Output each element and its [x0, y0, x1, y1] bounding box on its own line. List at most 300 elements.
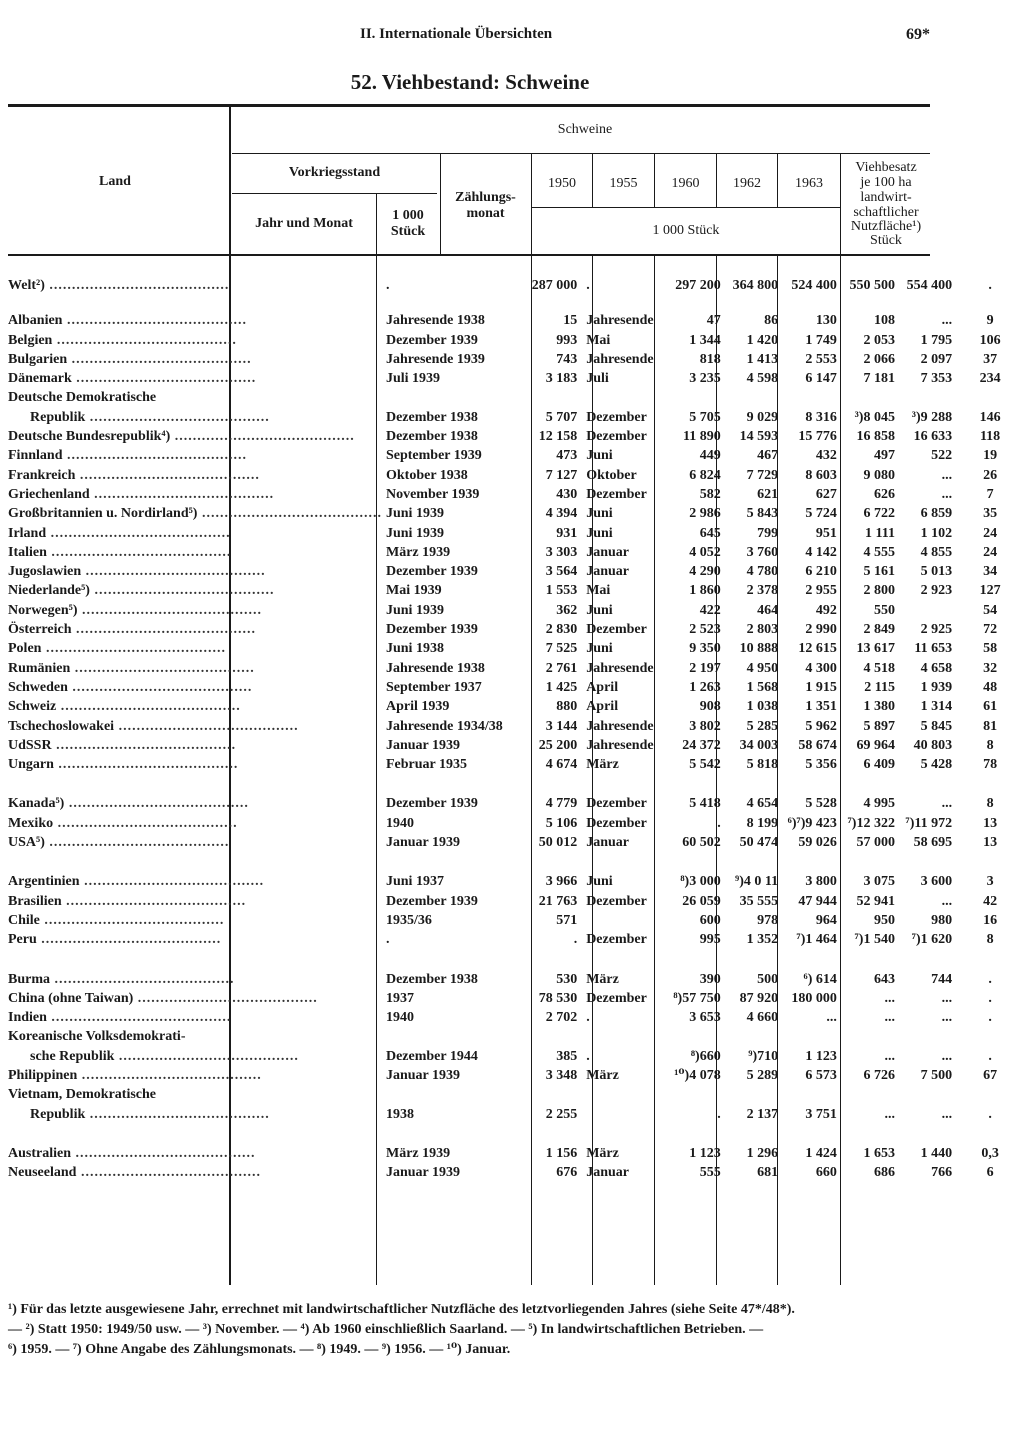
cell-1963: 5 845 — [920, 718, 953, 734]
header-stueck-label: Stück — [390, 224, 426, 239]
cell-land — [8, 989, 382, 1008]
cell-vorkrieg-stueck: 78 530 — [538, 990, 578, 1006]
cell-1963: 3 600 — [920, 874, 953, 890]
table-body — [8, 276, 1024, 1182]
land-label: Dänemark — [8, 371, 72, 387]
cell-viehbesatz: . — [988, 971, 992, 987]
leader-dots: ........................................ — [64, 796, 249, 812]
cell-vorkrieg-stueck: 362 — [556, 602, 578, 618]
table-row — [8, 911, 1024, 930]
cell-viehbesatz: 81 — [983, 718, 998, 734]
cell-land — [8, 524, 382, 543]
cell-zaehlungsmonat: Jahresende — [586, 737, 654, 753]
table-title: 52. Viehbestand: Schweine — [350, 70, 590, 94]
cell-1963: 7 353 — [920, 371, 953, 387]
cell-1962: 2 053 — [863, 332, 895, 348]
land-label: Rumänien — [8, 660, 71, 676]
table-row — [8, 717, 1024, 736]
land-label: Brasilien — [8, 893, 62, 909]
cell-1962: 9 080 — [863, 467, 895, 483]
cell-1955: 5 843 — [746, 506, 779, 522]
spacer-cell — [8, 295, 1024, 311]
leader-dots: ........................................ — [67, 679, 253, 695]
land-label: Chile — [8, 912, 40, 928]
cell-jahr: 1937 — [385, 990, 414, 1006]
cell-1962: 5 161 — [863, 564, 895, 580]
table-row — [8, 369, 1024, 388]
cell-1955: 1 352 — [746, 932, 779, 948]
cell-1960: 15 776 — [798, 429, 837, 445]
spacer-row — [8, 950, 1024, 970]
header-year-1955: 1955 — [609, 176, 638, 191]
cell-1960: 5 962 — [805, 718, 837, 734]
cell-1960: 1 424 — [805, 1145, 837, 1161]
land-label: Albanien — [8, 313, 63, 329]
cell-zaehlungsmonat: . — [586, 1048, 590, 1064]
cell-1950: 582 — [699, 486, 721, 502]
cell-1950: 1 344 — [689, 332, 721, 348]
cell-1950: 5 418 — [689, 796, 721, 812]
spacer-row — [8, 852, 1024, 872]
cell-1960: 951 — [815, 525, 837, 541]
cell-1962: 7 181 — [863, 371, 895, 387]
spacer-row — [8, 1124, 1024, 1144]
cell-1960: 6 573 — [805, 1067, 837, 1083]
table-row — [8, 892, 1024, 911]
land-label: sche Republik — [30, 1048, 115, 1064]
cell-land — [8, 697, 382, 716]
cell-1960 — [782, 1085, 841, 1104]
cell-land — [8, 1085, 382, 1104]
land-label: Indien — [8, 1010, 47, 1026]
cell-viehbesatz: 0,3 — [981, 1145, 999, 1161]
header-year-1963: 1963 — [795, 176, 823, 191]
cell-1955: 9 029 — [746, 409, 779, 425]
cell-1955: 4 654 — [746, 796, 779, 812]
cell-vorkrieg-stueck: 7 127 — [545, 467, 578, 483]
cell-jahr: Jahresende 1938 — [385, 313, 485, 329]
leader-dots: ........................................ — [51, 737, 237, 753]
cell-1962: 1 380 — [863, 699, 895, 715]
cell-1955: 681 — [757, 1165, 779, 1181]
cell-viehbesatz: 6 — [986, 1165, 994, 1181]
cell-jahr: April 1939 — [385, 699, 450, 715]
page-number: 69* — [906, 26, 930, 43]
cell-jahr: November 1939 — [385, 486, 480, 502]
leader-dots: ........................................ — [46, 525, 231, 541]
cell-jahr: 1940 — [385, 1010, 414, 1026]
leader-dots: ........................................ — [62, 313, 247, 329]
cell-1960: 432 — [815, 448, 837, 464]
cell-jahr: Juni 1939 — [385, 506, 444, 522]
cell-1950: ⁸)57 750 — [673, 990, 721, 1006]
cell-jahr: Juni 1938 — [385, 641, 444, 657]
cell-land — [8, 504, 382, 523]
leader-dots: ........................................ — [53, 757, 239, 773]
cell-land — [8, 639, 382, 658]
cell-1950: 4 290 — [689, 564, 721, 580]
land-label: UdSSR — [8, 737, 52, 753]
cell-1950: 908 — [699, 699, 721, 715]
cell-viehbesatz: 72 — [983, 622, 998, 638]
cell-1963: ⁷)1 620 — [911, 932, 953, 948]
land-label: Burma — [8, 971, 50, 987]
cell-1962: 1 653 — [863, 1145, 895, 1161]
cell-1963: 2 925 — [920, 622, 953, 638]
cell-1962: 16 858 — [856, 429, 895, 445]
cell-1960: 5 724 — [805, 506, 837, 522]
cell-land — [8, 892, 382, 911]
cell-1963: ... — [941, 486, 953, 502]
cell-vorkrieg-stueck: 571 — [556, 912, 578, 928]
cell-1960: 2 955 — [805, 583, 837, 599]
vorkrieg-underline — [232, 193, 437, 194]
cell-land — [8, 446, 382, 465]
cell-1962: ⁷)1 540 — [854, 932, 895, 948]
leader-dots: ........................................ — [85, 1106, 270, 1122]
leader-dots: ........................................ — [114, 1048, 299, 1064]
cell-1955: 8 199 — [746, 815, 779, 831]
cell-jahr: Juni 1939 — [385, 525, 444, 541]
cell-land — [8, 755, 382, 774]
cell-1955: 87 920 — [739, 990, 779, 1006]
cell-1955 — [725, 388, 782, 407]
cell-1950: 60 502 — [682, 835, 721, 851]
cell-jahr: 1940 — [385, 815, 414, 831]
cell-zaehlungsmonat: Mai — [586, 583, 611, 599]
table-row — [8, 736, 1024, 755]
header-land: Land — [99, 174, 131, 189]
cell-1955: 621 — [757, 486, 779, 502]
cell-jahr: Januar 1939 — [385, 835, 461, 851]
cell-viehbesatz: 19 — [983, 448, 998, 464]
cell-1950 — [667, 388, 725, 407]
cell-vorkrieg-stueck: 931 — [556, 525, 578, 541]
cell-jahr: 1938 — [385, 1106, 414, 1122]
cell-1963: 1 314 — [920, 699, 953, 715]
land-label: Philippinen — [8, 1067, 78, 1083]
cell-viehbesatz: 146 — [979, 409, 1001, 425]
cell-land — [8, 970, 382, 989]
table-row — [8, 659, 1024, 678]
spacer-cell — [8, 950, 1024, 970]
cell-1950: 9 350 — [689, 641, 721, 657]
cell-1962: 108 — [873, 313, 895, 329]
header-viehbesatz-1: Viehbesatz — [855, 160, 917, 175]
cell-1950: 3 653 — [689, 1010, 721, 1026]
cell-jahr: Jahresende 1939 — [385, 351, 485, 367]
cell-vorkrieg-stueck: 3 966 — [545, 874, 578, 890]
cell-1963: ... — [941, 893, 953, 909]
cell-1950: 47 — [706, 313, 721, 329]
table-row — [8, 311, 1024, 330]
cell-1960: 1 123 — [805, 1048, 837, 1064]
table-row — [8, 1144, 1024, 1163]
leader-dots: ........................................ — [85, 409, 270, 425]
cell-zaehlungsmonat: Dezember — [586, 990, 647, 1006]
cell-1962: 69 964 — [856, 737, 895, 753]
cell-zaehlungsmonat: Dezember — [586, 486, 647, 502]
cell-1955: 1 413 — [746, 351, 779, 367]
table-row — [8, 562, 1024, 581]
cell-viehbesatz: 37 — [983, 351, 998, 367]
land-label: Schweden — [8, 679, 68, 695]
cell-1960: 59 026 — [798, 835, 837, 851]
leader-dots: ........................................ — [75, 467, 260, 483]
cell-1960: ... — [826, 1010, 837, 1026]
cell-viehbesatz: . — [988, 1106, 992, 1122]
header-zaehlungsmonat: Zählungs- — [455, 190, 516, 205]
cell-viehbesatz: 58 — [983, 641, 998, 657]
cell-vorkrieg-stueck: 287 000 — [531, 278, 578, 293]
cell-viehbesatz: 7 — [986, 486, 994, 502]
cell-land — [8, 833, 382, 852]
leader-dots: ........................................ — [52, 332, 237, 348]
land-label: Norwegen⁵) — [8, 602, 78, 618]
cell-land — [8, 794, 382, 813]
cell-vorkrieg-stueck — [521, 1085, 582, 1104]
cell-vorkrieg-stueck: 473 — [556, 448, 578, 464]
leader-dots: ........................................ — [133, 990, 318, 1006]
cell-1950: 555 — [699, 1165, 721, 1181]
land-label: Deutsche Demokratische — [8, 390, 157, 406]
cell-1950: 600 — [699, 912, 721, 928]
land-label: Polen — [8, 641, 42, 657]
table-row — [8, 388, 1024, 407]
cell-1950: 2 523 — [689, 622, 721, 638]
cell-1955: 10 888 — [739, 641, 779, 657]
table-row — [8, 872, 1024, 891]
cell-zaehlungsmonat: Juni — [586, 641, 613, 657]
cell-1963: 4 658 — [920, 660, 953, 676]
cell-1950: ⁸)660 — [690, 1048, 721, 1064]
cell-vorkrieg-stueck: 3 564 — [545, 564, 578, 580]
cell-1963: 554 400 — [906, 278, 953, 293]
cell-jahr: Februar 1935 — [385, 757, 467, 773]
cell-1963: ³)9 288 — [911, 409, 953, 425]
cell-jahr: 1935/36 — [385, 912, 432, 928]
cell-1962 — [841, 388, 899, 407]
cell-1960: 6 210 — [805, 564, 837, 580]
cell-vorkrieg-stueck: 5 106 — [545, 815, 578, 831]
cell-land — [8, 1105, 382, 1124]
cell-1950: 4 052 — [689, 544, 721, 560]
land-label: Schweiz — [8, 699, 57, 715]
cell-1955: 34 003 — [739, 737, 779, 753]
cell-land — [8, 1008, 382, 1027]
cell-1963 — [899, 601, 956, 620]
leader-dots: ........................................ — [46, 1010, 232, 1026]
cell-zaehlungsmonat: Dezember — [586, 796, 647, 812]
land-label: Irland — [8, 525, 47, 541]
cell-1955: 2 803 — [746, 622, 779, 638]
cell-1950: . — [717, 815, 721, 831]
footnotes — [8, 1300, 938, 1360]
cell-1955: 3 760 — [746, 544, 779, 560]
header-viehbesatz-2: je 100 ha — [860, 175, 912, 190]
leader-dots: ........................................ — [46, 544, 232, 560]
header-jahr-und-monat: Jahr und Monat — [255, 216, 353, 231]
cell-viehbesatz — [956, 388, 1024, 407]
cell-land — [8, 1144, 382, 1163]
cell-1955: 500 — [757, 971, 779, 987]
cell-jahr: Dezember 1938 — [385, 409, 478, 425]
cell-vorkrieg-stueck: 2 255 — [545, 1106, 578, 1122]
table-row — [8, 601, 1024, 620]
cell-1960: ⁶)⁷)9 423 — [787, 815, 837, 831]
header-year-1950: 1950 — [548, 176, 576, 191]
cell-viehbesatz: 106 — [979, 332, 1001, 348]
cell-vorkrieg-stueck: 3 183 — [545, 371, 578, 387]
cell-vorkrieg-stueck: 21 763 — [538, 893, 578, 909]
cell-1963: 744 — [931, 971, 953, 987]
cell-1962: 6 409 — [863, 757, 895, 773]
cell-1955: 799 — [757, 525, 779, 541]
cell-1950: 449 — [699, 448, 721, 464]
cell-1963: ... — [941, 990, 953, 1006]
table-row — [8, 930, 1024, 949]
cell-land — [8, 659, 382, 678]
cell-1962: 550 500 — [849, 278, 895, 293]
cell-vorkrieg-stueck: 3 348 — [545, 1067, 578, 1083]
cell-1963: 5 428 — [920, 757, 953, 773]
cell-land — [8, 581, 382, 600]
leader-dots: ........................................ — [76, 1165, 261, 1181]
cell-vorkrieg-stueck: 1 553 — [545, 583, 578, 599]
table-row — [8, 1047, 1024, 1066]
cell-1962: 6 722 — [863, 506, 895, 522]
cell-1950: 3 235 — [689, 371, 721, 387]
cell-jahr: Dezember 1938 — [385, 971, 478, 987]
cell-1960: 12 615 — [798, 641, 837, 657]
leader-dots: ........................................ — [71, 371, 257, 387]
cell-zaehlungsmonat: Dezember — [586, 893, 647, 909]
cell-viehbesatz — [956, 1085, 1024, 1104]
cell-jahr — [382, 1027, 521, 1046]
land-label: Peru — [8, 932, 37, 948]
cell-viehbesatz: 54 — [983, 602, 998, 618]
leader-dots: ........................................ — [56, 699, 241, 715]
cell-land — [8, 872, 382, 891]
land-label: Ungarn — [8, 757, 54, 773]
cell-1963 — [899, 388, 956, 407]
cell-vorkrieg-stueck — [521, 388, 582, 407]
cell-1960: 3 800 — [805, 874, 837, 890]
cell-zaehlungsmonat — [581, 1085, 666, 1104]
cell-jahr: Dezember 1939 — [385, 332, 478, 348]
table-row — [8, 350, 1024, 369]
spacer-row — [8, 774, 1024, 794]
cell-vorkrieg-stueck: 50 012 — [538, 835, 578, 851]
cell-1960: 1 351 — [805, 699, 837, 715]
cell-jahr: März 1939 — [385, 544, 451, 560]
cell-1962: 57 000 — [856, 835, 895, 851]
table-row — [8, 331, 1024, 350]
leader-dots: ........................................ — [53, 815, 238, 831]
cell-1960: 3 751 — [805, 1106, 837, 1122]
land-label: Australien — [8, 1145, 71, 1161]
cell-jahr: Dezember 1939 — [385, 796, 478, 812]
cell-jahr: März 1939 — [385, 1145, 451, 1161]
cell-viehbesatz: 24 — [983, 525, 998, 541]
cell-vorkrieg-stueck: 4 674 — [545, 757, 578, 773]
leader-dots: ........................................ — [71, 622, 256, 638]
cell-land — [8, 678, 382, 697]
cell-jahr: Januar 1939 — [385, 1067, 461, 1083]
cell-viehbesatz: 234 — [979, 371, 1001, 387]
cell-jahr: Dezember 1939 — [385, 564, 478, 580]
cell-zaehlungsmonat — [581, 1027, 666, 1046]
leader-dots: ........................................ — [50, 971, 235, 987]
cell-zaehlungsmonat: Dezember — [586, 932, 647, 948]
cell-jahr: Juni 1937 — [385, 874, 444, 890]
cell-1963: 4 855 — [920, 544, 953, 560]
cell-viehbesatz: 9 — [986, 313, 994, 329]
land-label: Argentinien — [8, 874, 80, 890]
leader-dots: ........................................ — [77, 602, 263, 618]
cell-land — [8, 543, 382, 562]
cell-1963: 6 859 — [920, 506, 953, 522]
table-row — [8, 543, 1024, 562]
cell-jahr: September 1937 — [385, 679, 482, 695]
cell-jahr: . — [385, 932, 390, 948]
cell-1963: 980 — [931, 912, 953, 928]
leader-dots: ........................................ — [114, 718, 299, 734]
cell-1962: 52 941 — [856, 893, 895, 909]
cell-viehbesatz: 48 — [983, 679, 998, 695]
cell-viehbesatz: 61 — [983, 699, 998, 715]
cell-jahr: Juli 1939 — [385, 371, 441, 387]
cell-land — [8, 1066, 382, 1085]
land-label: Jugoslawien — [8, 564, 82, 580]
header-viehbesatz-4: schaftlicher — [853, 205, 919, 220]
cell-1962: 497 — [873, 448, 895, 464]
header-year-1962: 1962 — [733, 176, 761, 191]
cell-land — [8, 466, 382, 485]
leader-dots: ........................................ — [197, 506, 382, 522]
cell-1960: ⁷)1 464 — [796, 932, 837, 948]
cell-1955: 4 780 — [746, 564, 779, 580]
cell-1955: 364 800 — [732, 278, 779, 293]
cell-land — [8, 601, 382, 620]
cell-1960: 47 944 — [798, 893, 837, 909]
cell-1963: ... — [941, 796, 953, 812]
cell-1955: 1 296 — [746, 1145, 779, 1161]
cell-zaehlungsmonat: Jahresende — [586, 351, 654, 367]
table-row — [8, 504, 1024, 523]
cell-vorkrieg-stueck: 3 303 — [545, 544, 578, 560]
cell-1950 — [667, 1027, 725, 1046]
cell-jahr: Januar 1939 — [385, 1165, 461, 1181]
cell-1955: 5 289 — [746, 1067, 779, 1083]
land-label: Tschechoslowakei — [8, 718, 115, 734]
cell-1960: 58 674 — [798, 737, 837, 753]
header-schweine: Schweine — [557, 122, 613, 137]
cell-viehbesatz: 8 — [986, 932, 994, 948]
header-year-1960: 1960 — [671, 176, 700, 191]
cell-1962: 4 555 — [863, 544, 895, 560]
cell-1963: ... — [941, 1048, 953, 1064]
cell-zaehlungsmonat: Jahresende — [586, 313, 654, 329]
cell-1963: ... — [941, 467, 953, 483]
cell-1963 — [899, 1027, 956, 1046]
table-row — [8, 620, 1024, 639]
cell-viehbesatz: 13 — [983, 835, 998, 851]
cell-land — [8, 1047, 382, 1066]
cell-vorkrieg-stueck: 743 — [556, 351, 578, 367]
cell-jahr: Mai 1939 — [385, 583, 442, 599]
cell-1963: 522 — [931, 448, 953, 464]
